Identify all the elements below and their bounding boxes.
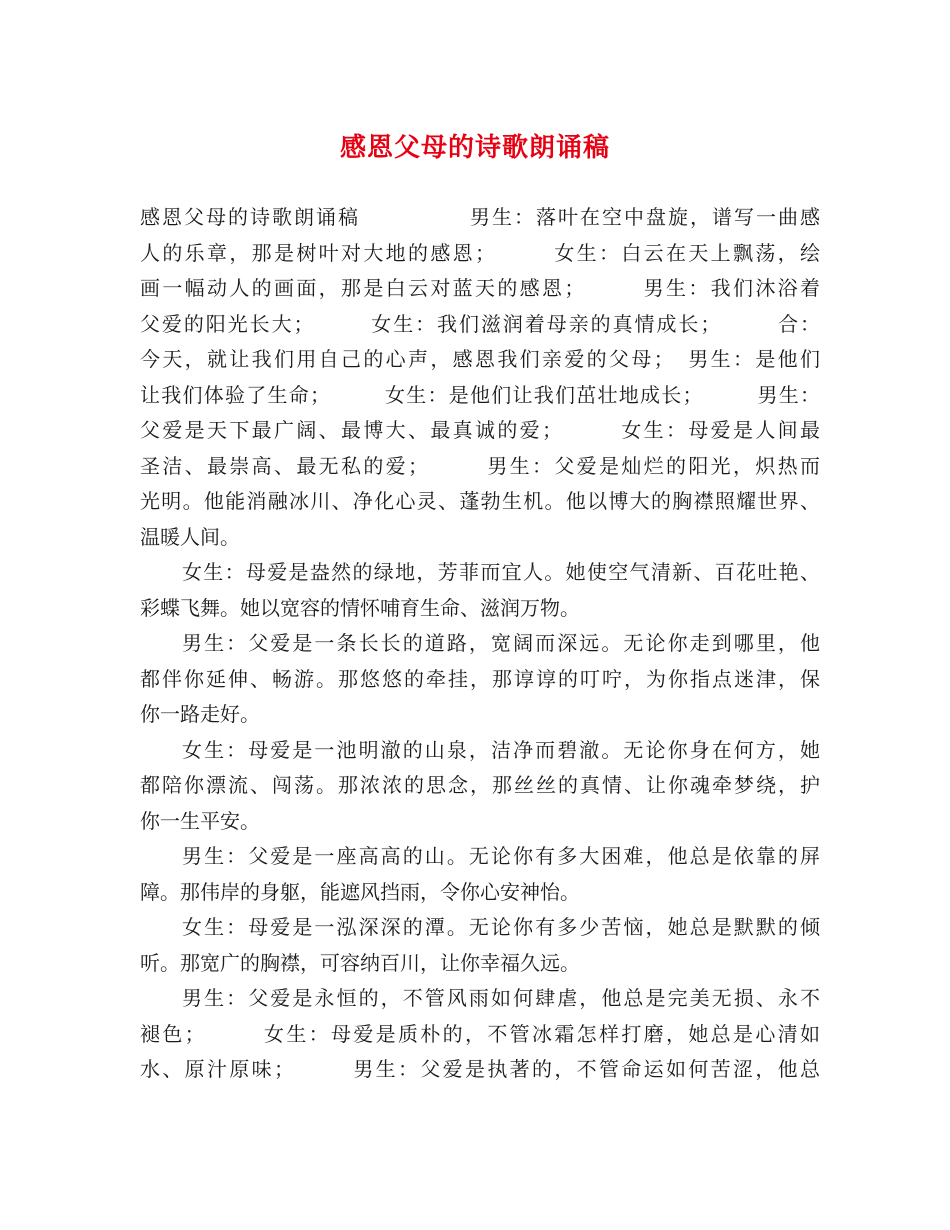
text-line: 男生：父爱是一条长长的道路，宽阔而深远。无论你走到哪里，他 (182, 631, 820, 655)
document-title: 感恩父母的诗歌朗诵稿 (339, 133, 610, 163)
text-line: 圣洁、最崇高、最无私的爱； 男生：父爱是灿烂的阳光，炽热而 (140, 453, 820, 478)
text-line: 水、原汁原味； 男生：父爱是执著的，不管命运如何苦涩，他总 (140, 1057, 820, 1081)
text-line: 女生：母爱是一泓深深的潭。无论你有多少苦恼，她总是默默的倾 (182, 915, 820, 939)
text-line: 温暖人间。 (140, 524, 240, 549)
text-line: 男生：父爱是永恒的，不管风雨如何肆虐，他总是完美无损、永不 (182, 986, 820, 1010)
text-line: 都陪你漂流、闯荡。那浓浓的思念，那丝丝的真情、让你魂牵梦绕，护 (140, 773, 820, 797)
document-body (140, 200, 820, 1088)
text-line: 褪色； 女生：母爱是质朴的，不管冰霜怎样打磨，她总是心清如 (140, 1021, 820, 1046)
text-line: 彩蝶飞舞。她以宽容的情怀哺育生命、滋润万物。 (140, 595, 580, 620)
text-line: 父爱的阳光长大； 女生：我们滋润着母亲的真情成长； 合： (140, 311, 820, 336)
text-line: 听。那宽广的胸襟，可容纳百川，让你幸福久远。 (140, 950, 580, 975)
text-line: 男生：父爱是一座高高的山。无论你有多大困难，他总是依靠的屏 (182, 844, 820, 868)
text-line: 都伴你延伸、畅游。那悠悠的牵挂，那谆谆的叮咛，为你指点迷津，保 (140, 666, 820, 691)
text-line: 让我们体验了生命； 女生：是他们让我们茁壮地成长； 男生： (140, 382, 820, 407)
text-line: 你一路走好。 (140, 702, 260, 726)
text-line: 女生：母爱是一池明澈的山泉，洁净而碧澈。无论你身在何方，她 (182, 737, 820, 762)
text-line: 感恩父母的诗歌朗诵稿 男生：落叶在空中盘旋，谱写一曲感 (140, 205, 820, 229)
text-line: 光明。他能消融冰川、净化心灵、蓬勃生机。他以博大的胸襟照耀世界、 (140, 489, 820, 513)
text-line: 画一幅动人的画面，那是白云对蓝天的感恩； 男生：我们沐浴着 (140, 276, 820, 300)
text-line: 女生：母爱是盎然的绿地，芳菲而宜人。她使空气清新、百花吐艳、 (182, 560, 820, 584)
text-line: 障。那伟岸的身躯，能遮风挡雨，令你心安神怡。 (140, 879, 580, 904)
text-line: 父爱是天下最广阔、最博大、最真诚的爱； 女生：母爱是人间最 (140, 418, 820, 442)
text-line: 今天，就让我们用自己的心声，感恩我们亲爱的父母； 男生：是他们 (140, 347, 820, 371)
text-line: 你一生平安。 (140, 808, 260, 833)
text-line: 人的乐章，那是树叶对大地的感恩； 女生：白云在天上飘荡，绘 (140, 240, 820, 265)
